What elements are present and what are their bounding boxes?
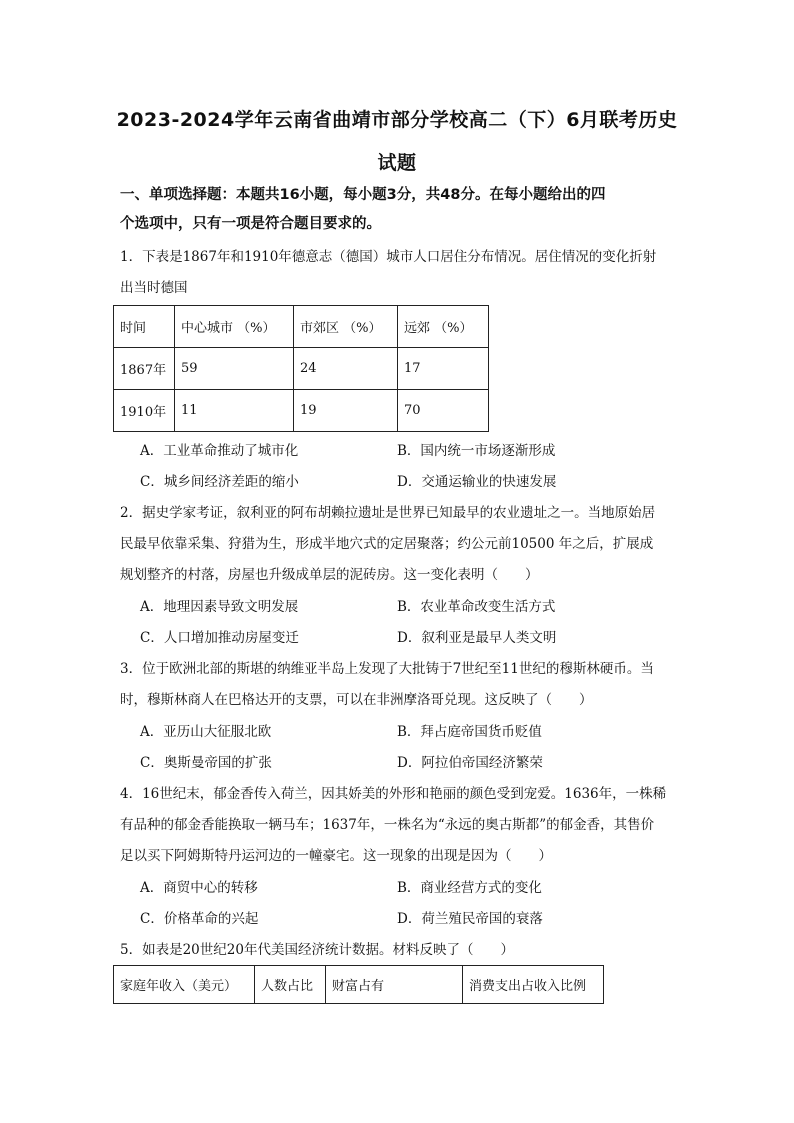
option-b[interactable]: B．国内统一市场逐渐形成: [397, 443, 556, 459]
table-header-cell: 人数占比: [255, 966, 326, 1004]
question-3-line1: 3．位于欧洲北部的斯堪的纳维亚半岛上发现了大批铸于7世纪至11世纪的穆斯林硬币。当: [120, 661, 654, 677]
table-cell: 17: [398, 348, 489, 390]
question-5-table: [113, 965, 604, 1004]
question-4-line1: 4．16世纪末，郁金香传入荷兰，因其娇美的外形和艳丽的颜色受到宠爱。1636年，一株稀: [120, 786, 667, 802]
table-row: [114, 348, 489, 390]
question-1-stem: [120, 242, 680, 304]
option-b[interactable]: B．商业经营方式的变化: [397, 880, 542, 896]
question-3-line2: 时，穆斯林商人在巴格达开的支票，可以在非洲摩洛哥兑现。这反映了（ ）: [120, 692, 593, 708]
question-5-line1: 5．如表是20世纪20年代美国经济统计数据。材料反映了（ ）: [120, 942, 514, 958]
option-c[interactable]: C．人口增加推动房屋变迁: [140, 630, 299, 646]
page-title-line2: 试题: [377, 152, 417, 174]
table-cell: 1867年: [114, 348, 175, 390]
option-d[interactable]: D．叙利亚是最早人类文明: [397, 630, 557, 646]
option-b[interactable]: B．农业革命改变生活方式: [397, 599, 556, 615]
section-heading-line2: 个选项中，只有一项是符合题目要求的。: [120, 216, 381, 232]
table-header-cell: 时间: [114, 306, 175, 348]
option-a[interactable]: A．亚历山大征服北欧: [140, 724, 272, 740]
option-c[interactable]: C．城乡间经济差距的缩小: [140, 474, 299, 490]
question-4-stem: [120, 779, 680, 872]
question-2-line3: 规划整齐的村落，房屋也升级成单层的泥砖房。这一变化表明（ ）: [120, 567, 539, 583]
question-1-line1: 1．下表是1867年和1910年德意志（德国）城市人口居住分布情况。居住情况的变化折射: [120, 249, 657, 265]
table-cell: 1910年: [114, 390, 175, 432]
option-d[interactable]: D．交通运输业的快速发展: [397, 474, 557, 490]
question-2-line1: 2．据史学家考证，叙利亚的阿布胡赖拉遗址是世界已知最早的农业遗址之一。当地原始居: [120, 505, 656, 521]
table-cell: 11: [175, 390, 294, 432]
table-header-row: [114, 306, 489, 348]
question-1-table: [113, 305, 489, 432]
option-d[interactable]: D．阿拉伯帝国经济繁荣: [397, 755, 543, 771]
question-4-line2: 有品种的郁金香能换取一辆马车；1637年，一株名为“永远的奥古斯都”的郁金香，其售价: [120, 817, 655, 833]
table-row: [114, 390, 489, 432]
option-b[interactable]: B．拜占庭帝国货币贬值: [397, 724, 542, 740]
option-a[interactable]: A．地理因素导致文明发展: [140, 599, 299, 615]
section-heading: [120, 181, 680, 239]
table-cell: 24: [294, 348, 398, 390]
table-header-cell: 财富占有: [326, 966, 463, 1004]
question-5-stem: [120, 935, 680, 966]
table-header-cell: 远郊 （%）: [398, 306, 489, 348]
table-header-cell: 家庭年收入（美元）: [114, 966, 255, 1004]
question-2-line2: 民最早依靠采集、狩猎为生，形成半地穴式的定居聚落；约公元前10500 年之后，扩展成: [120, 536, 654, 552]
section-heading-line1: 一、单项选择题：本题共16小题，每小题3分，共48分。在每小题给出的四: [120, 187, 606, 203]
question-3-stem: [120, 654, 680, 716]
table-header-cell: 市郊区 （%）: [294, 306, 398, 348]
option-a[interactable]: A．工业革命推动了城市化: [140, 443, 299, 459]
table-cell: 59: [175, 348, 294, 390]
table-header-cell: 消费支出占收入比例: [463, 966, 604, 1004]
page-title-line1: 2023-2024学年云南省曲靖市部分学校高二（下）6月联考历史: [116, 109, 678, 131]
option-c[interactable]: C．奥斯曼帝国的扩张: [140, 755, 272, 771]
table-cell: 70: [398, 390, 489, 432]
question-4-line3: 足以买下阿姆斯特丹运河边的一幢豪宅。这一现象的出现是因为（ ）: [120, 848, 552, 864]
table-cell: 19: [294, 390, 398, 432]
table-header-row: [114, 966, 604, 1004]
table-header-cell: 中心城市 （%）: [175, 306, 294, 348]
option-d[interactable]: D．荷兰殖民帝国的衰落: [397, 911, 543, 927]
question-1-line2: 出当时德国: [120, 280, 188, 296]
option-a[interactable]: A．商贸中心的转移: [140, 880, 258, 896]
option-c[interactable]: C．价格革命的兴起: [140, 911, 259, 927]
question-2-stem: [120, 498, 680, 591]
